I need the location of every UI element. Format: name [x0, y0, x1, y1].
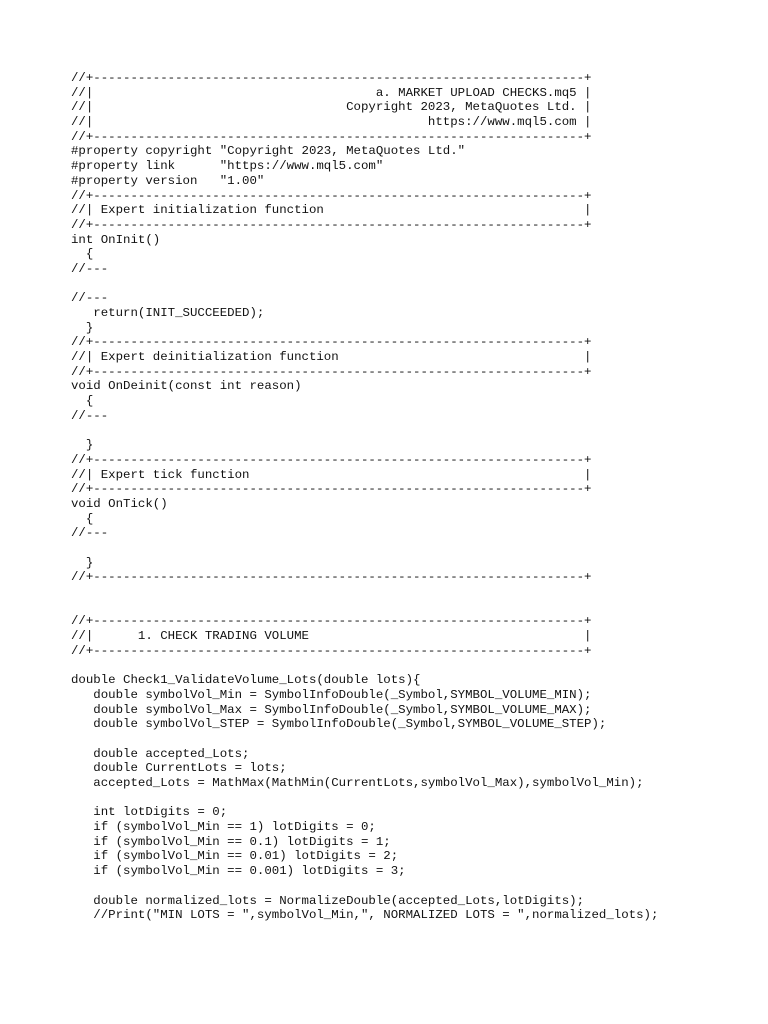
code-line: //| Expert initialization function | — [71, 203, 592, 218]
code-line: //+------------------------------------------------------------------+ — [71, 364, 592, 379]
code-line: //+------------------------------------------------------------------+ — [71, 570, 592, 585]
code-line: double CurrentLots = lots; — [71, 761, 287, 776]
code-line: return(INIT_SUCCEEDED); — [71, 306, 265, 320]
code-line: { — [71, 394, 94, 409]
code-line: if (symbolVol_Min == 1) lotDigits = 0; — [71, 820, 376, 835]
code-line: //+------------------------------------------------------------------+ — [71, 335, 592, 350]
code-line: //| Expert deinitialization function | — [71, 350, 592, 365]
code-line — [71, 585, 658, 600]
code-line: void OnDeinit(const int reason) — [71, 379, 302, 394]
code-line: //| https://www.mql5.com | — [71, 115, 592, 130]
code-line: } — [71, 438, 94, 453]
code-line — [71, 791, 658, 806]
code-line: //--- — [71, 526, 109, 541]
code-line — [71, 424, 658, 439]
code-line: #property copyright "Copyright 2023, MetaQuotes Ltd." — [71, 144, 466, 159]
code-line: //+------------------------------------------------------------------+ — [71, 643, 592, 658]
code-line: //--- — [71, 261, 109, 276]
code-line: //--- — [71, 291, 109, 306]
code-line: double symbolVol_Max = SymbolInfoDouble(_Symbol,SYMBOL_VOLUME_MAX); — [71, 702, 592, 717]
code-line: { — [71, 247, 94, 262]
code-line: //+------------------------------------------------------------------+ — [71, 217, 592, 232]
code-line — [71, 659, 658, 674]
code-line: double Check1_ValidateVolume_Lots(double lots){ — [71, 673, 421, 688]
code-line — [71, 277, 658, 292]
code-line: //+------------------------------------------------------------------+ — [71, 188, 592, 203]
code-line: //--- — [71, 408, 109, 423]
source-code-listing — [71, 71, 658, 923]
code-line: //+------------------------------------------------------------------+ — [71, 452, 592, 467]
code-line: //| Copyright 2023, MetaQuotes Ltd. | — [71, 100, 592, 115]
code-line: #property version "1.00" — [71, 173, 265, 188]
code-line: accepted_Lots = MathMax(MathMin(CurrentLots,symbolVol_Max),symbolVol_Min); — [71, 776, 644, 790]
code-line: #property link "https://www.mql5.com" — [71, 159, 384, 174]
code-line: int OnInit() — [71, 232, 161, 247]
code-line: if (symbolVol_Min == 0.01) lotDigits = 2; — [71, 849, 399, 864]
code-line: void OnTick() — [71, 496, 168, 511]
code-line — [71, 541, 658, 556]
code-line: { — [71, 511, 94, 526]
code-line — [71, 732, 658, 747]
code-line: if (symbolVol_Min == 0.001) lotDigits = 3; — [71, 864, 406, 879]
code-line: double normalized_lots = NormalizeDouble(accepted_Lots,lotDigits); — [71, 893, 585, 908]
code-line: if (symbolVol_Min == 0.1) lotDigits = 1; — [71, 834, 391, 849]
code-line: //+------------------------------------------------------------------+ — [71, 71, 592, 85]
code-line: //+------------------------------------------------------------------+ — [71, 482, 592, 497]
code-line — [71, 879, 658, 894]
code-line: //+------------------------------------------------------------------+ — [71, 614, 592, 629]
code-line: int lotDigits = 0; — [71, 805, 228, 820]
code-line: //| a. MARKET UPLOAD CHECKS.mq5 | — [71, 85, 592, 100]
code-line: //+------------------------------------------------------------------+ — [71, 129, 592, 144]
code-line: //| Expert tick function | — [71, 467, 592, 482]
code-line: } — [71, 555, 94, 570]
code-line: } — [71, 320, 94, 335]
code-line: //Print("MIN LOTS = ",symbolVol_Min,", NORMALIZED LOTS = ",normalized_lots); — [71, 908, 659, 923]
code-line — [71, 600, 658, 615]
code-line: double accepted_Lots; — [71, 746, 250, 761]
code-line: double symbolVol_STEP = SymbolInfoDouble(_Symbol,SYMBOL_VOLUME_STEP); — [71, 717, 607, 732]
code-line: //| 1. CHECK TRADING VOLUME | — [71, 629, 592, 644]
code-line: double symbolVol_Min = SymbolInfoDouble(_Symbol,SYMBOL_VOLUME_MIN); — [71, 687, 592, 702]
